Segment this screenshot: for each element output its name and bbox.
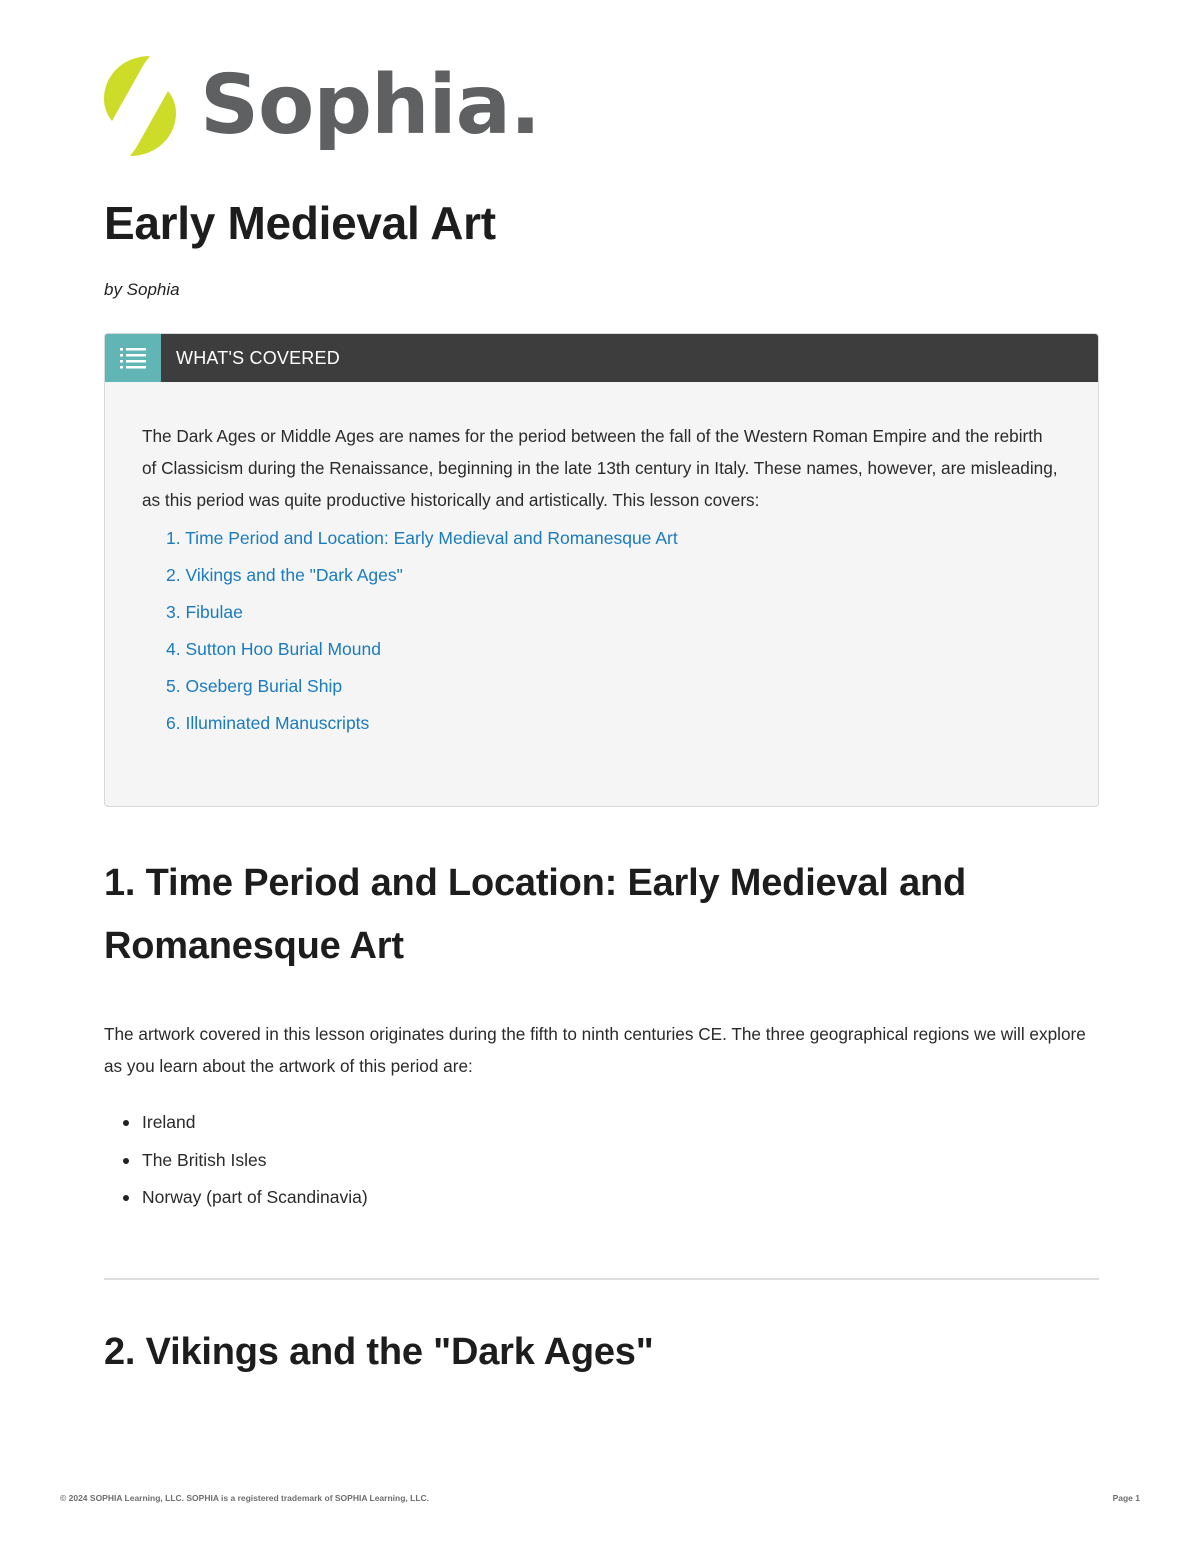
list-icon [120,347,146,369]
toc-item [166,668,1061,705]
whats-covered-body [105,382,1098,742]
toc-item [166,594,1061,631]
copyright-text: © 2024 SOPHIA Learning, LLC. SOPHIA is a registered trademark of SOPHIA Learning, LLC. [60,1493,430,1503]
toc-item [166,557,1061,594]
toc-item [166,631,1061,668]
section-1-paragraph: The artwork covered in this lesson originates during the fifth to ninth centuries CE. The three geographical regions we will explore as you learn about the artwork of this period are: [104,1024,1086,1076]
page-footer [60,1493,1140,1503]
whats-covered-intro: The Dark Ages or Middle Ages are names for the period between the fall of the Western Roman Empire and the rebirth of Classicism during the Renaissance, beginning in the late 13th century in Italy. These names, however, are misleading, as this period was quite productive historically and artistically. This lesson covers: [142,426,1058,510]
bullet-icon [123,1120,129,1126]
logo-wordmark: Sophia. [200,58,541,153]
sophia-logo [104,55,540,157]
whats-covered-panel [104,333,1099,807]
page-number: Page 1 [1112,1493,1140,1503]
section-1-heading: 1. Time Period and Location: Early Medieval and Romanesque Art [104,862,967,967]
toc-link-4[interactable]: 4. Sutton Hoo Burial Mound [166,639,381,659]
list-item: The British Isles [104,1142,368,1180]
toc-link-1[interactable]: 1. Time Period and Location: Early Medieval and Romanesque Art [166,528,678,548]
sophia-logo-icon [104,55,176,157]
toc-link-5[interactable]: 5. Oseberg Burial Ship [166,676,343,696]
region-list [104,1104,368,1217]
table-of-contents [142,520,1061,742]
toc-link-2[interactable]: 2. Vikings and the "Dark Ages" [166,565,403,585]
list-item: Norway (part of Scandinavia) [104,1179,368,1217]
section-2-heading: 2. Vikings and the "Dark Ages" [104,1331,654,1373]
toc-link-3[interactable]: 3. Fibulae [166,602,243,622]
list-item: Ireland [104,1104,368,1142]
toc-link-6[interactable]: 6. Illuminated Manuscripts [166,713,370,733]
section-divider [104,1278,1099,1280]
byline: by Sophia [104,280,180,299]
bullet-icon [123,1195,129,1201]
toc-item [166,520,1061,557]
toc-item [166,705,1061,742]
whats-covered-icon-box [105,334,161,382]
whats-covered-title: WHAT'S COVERED [176,347,340,368]
page-title: Early Medieval Art [104,197,496,249]
bullet-icon [123,1158,129,1164]
whats-covered-header [105,334,1098,382]
